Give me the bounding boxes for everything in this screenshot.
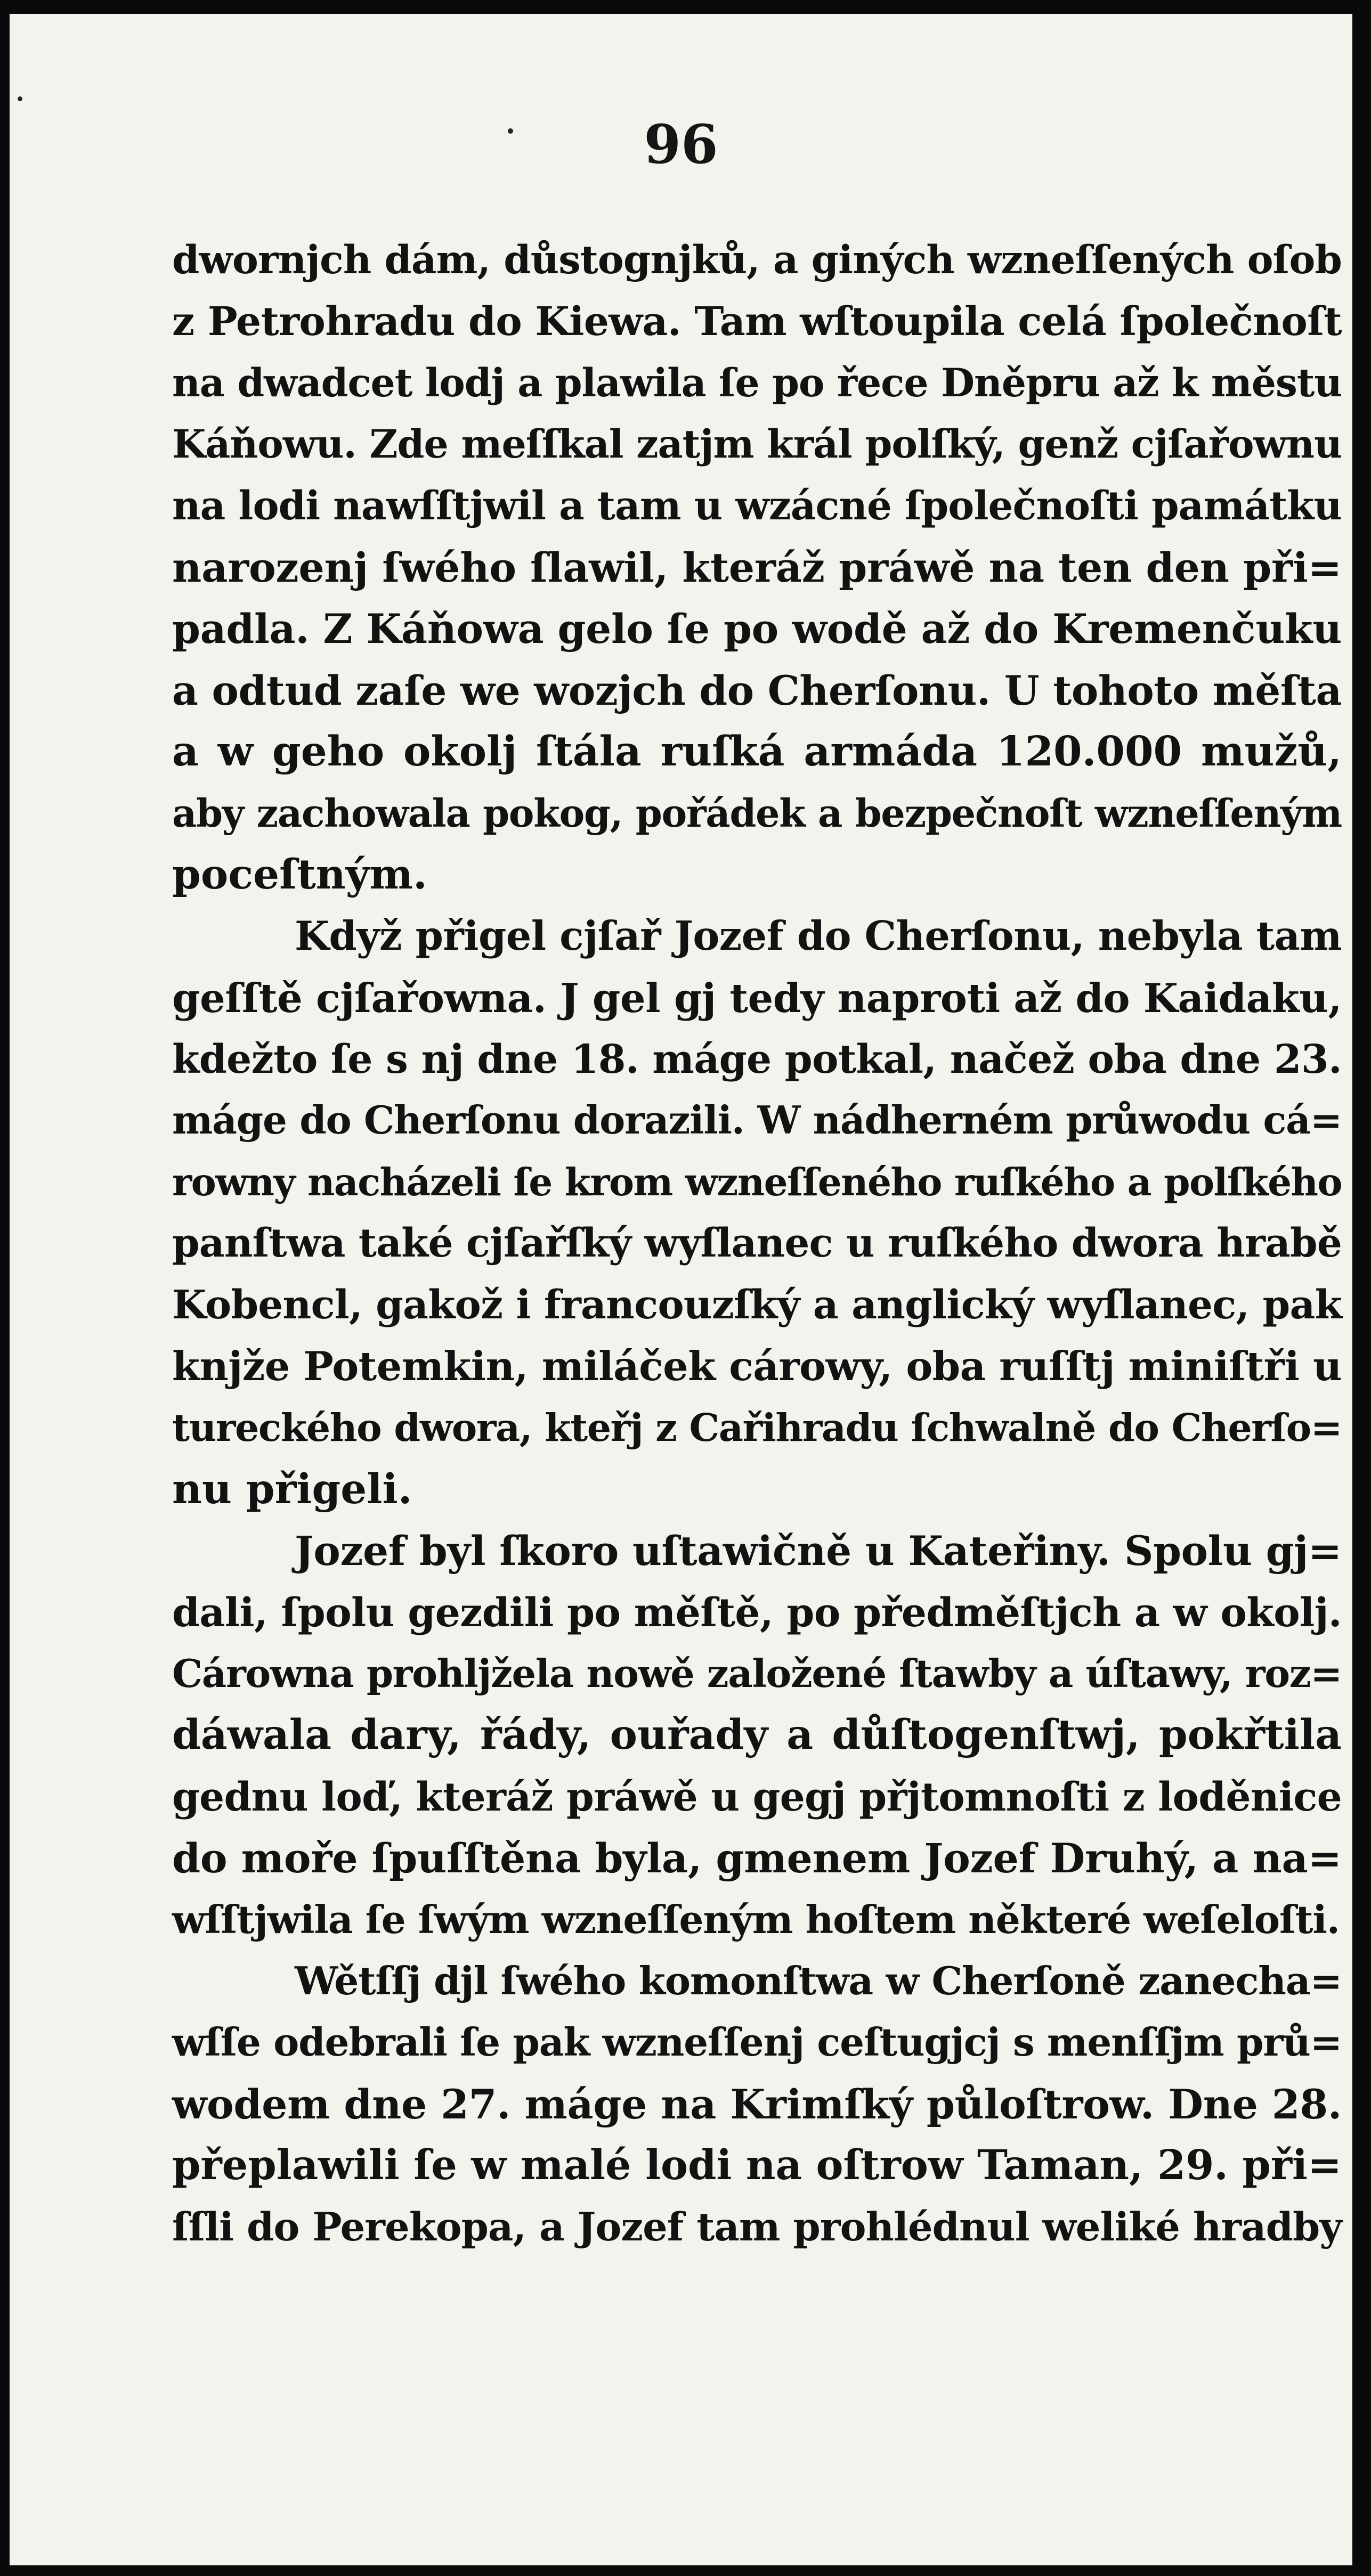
text-line: nu přigeli. [172, 1465, 412, 1513]
text-line: do moře ſpuſſtěna byla, gmenem Jozef Druhý, a na= [172, 1835, 1342, 1882]
book-page [10, 14, 1352, 2565]
text-line: dali, ſpolu gezdili po měſtě, po předměſtjch a w okolj. [172, 1588, 1342, 1636]
text-line: a w geho okolj ſtála ruſká armáda 120.000 mužů, [172, 728, 1342, 776]
text-line: na lodi nawſſtjwil a tam u wzácné ſpolečnoſti památku [172, 483, 1342, 529]
text-line: Káňowu. Zde meſſkal zatjm král polſký, genž cjſařownu [172, 422, 1342, 468]
text-line: kdežto ſe s nj dne 18. máge potkal, načež oba dne 23. [172, 1036, 1342, 1083]
text-line: wſſtjwila ſe ſwým wzneſſeným hoſtem některé weſeloſti. [172, 1897, 1340, 1943]
paragraph-2 [172, 906, 1342, 1520]
ink-speck [18, 96, 22, 101]
paragraph-1 [172, 230, 1342, 906]
text-line: panſtwa také cjſařſký wyſlanec u ruſkého dwora hrabě [172, 1220, 1342, 1267]
text-line: ſſli do Perekopa, a Jozef tam prohlédnul weliké hradby [172, 2204, 1342, 2250]
paragraph-4 [172, 1951, 1342, 2258]
text-line: přeplawili ſe w malé lodi na oſtrow Taman, 29. při= [172, 2141, 1342, 2190]
text-line: wſſe odebrali ſe pak wzneſſenj ceſtugjcj s menſſjm prů= [172, 2020, 1342, 2066]
text-line: rowny nacházeli ſe krom wzneſſeného ruſkého a polſkého [172, 1160, 1342, 1204]
text-line: poceſtným. [172, 850, 427, 899]
text-line: gednu loď, kteráž práwě u gegj přjtomnoſti z loděnice [172, 1773, 1342, 1820]
text-line: a odtud zaſe we wozjch do Cherſonu. U tohoto měſta [172, 666, 1342, 714]
text-line: geſſtě cjſařowna. J gel gj tedy naproti až do Kaidaku, [172, 974, 1342, 1022]
text-line: aby zachowala pokog, pořádek a bezpečnoſt wzneſſeným [172, 790, 1342, 836]
text-line: z Petrohradu do Kiewa. Tam wſtoupila celá ſpolečnoſt [172, 298, 1342, 345]
paragraph-3 [172, 1520, 1342, 1951]
text-line: na dwadcet lodj a plawila ſe po řece Dněpru až k městu [172, 360, 1342, 406]
text-line: Jozef byl ſkoro uſtawičně u Kateřiny. Spolu gj= [295, 1527, 1342, 1575]
page-number: 96 [644, 113, 718, 176]
text-line: Cárowna prohljžela nowě založené ſtawby a úſtawy, roz= [172, 1651, 1342, 1696]
text-line: Kobencl, gakož i francouzſký a anglický wyſlanec, pak [172, 1282, 1342, 1328]
text-line: máge do Cherſonu dorazili. W nádherném průwodu cá= [172, 1098, 1342, 1144]
text-line: dwornjch dám, důstognjků, a giných wzneſſených oſob [172, 237, 1342, 283]
text-line: dáwala dary, řády, ouřady a důſtogenſtwj, pokřtila [172, 1711, 1342, 1759]
text-line: Wětſſj djl ſwého komonſtwa w Cherſoně zanecha= [295, 1958, 1342, 2004]
text-line: narozenj ſwého ſlawil, kteráž práwě na ten den při= [172, 543, 1342, 591]
text-line: Když přigel cjſař Jozef do Cherſonu, nebyla tam [295, 912, 1342, 960]
text-line: tureckého dwora, kteřj z Cařihradu ſchwalně do Cherſo= [172, 1405, 1342, 1450]
page-text [172, 230, 1342, 2258]
text-line: padla. Z Káňowa gelo ſe po wodě až do Kremenčuku [172, 605, 1342, 653]
text-line: knjže Potemkin, miláček cárowy, oba ruſſtj miniſtři u [172, 1343, 1342, 1390]
text-line: wodem dne 27. máge na Krimſký půloſtrow. Dne 28. [172, 2080, 1342, 2128]
